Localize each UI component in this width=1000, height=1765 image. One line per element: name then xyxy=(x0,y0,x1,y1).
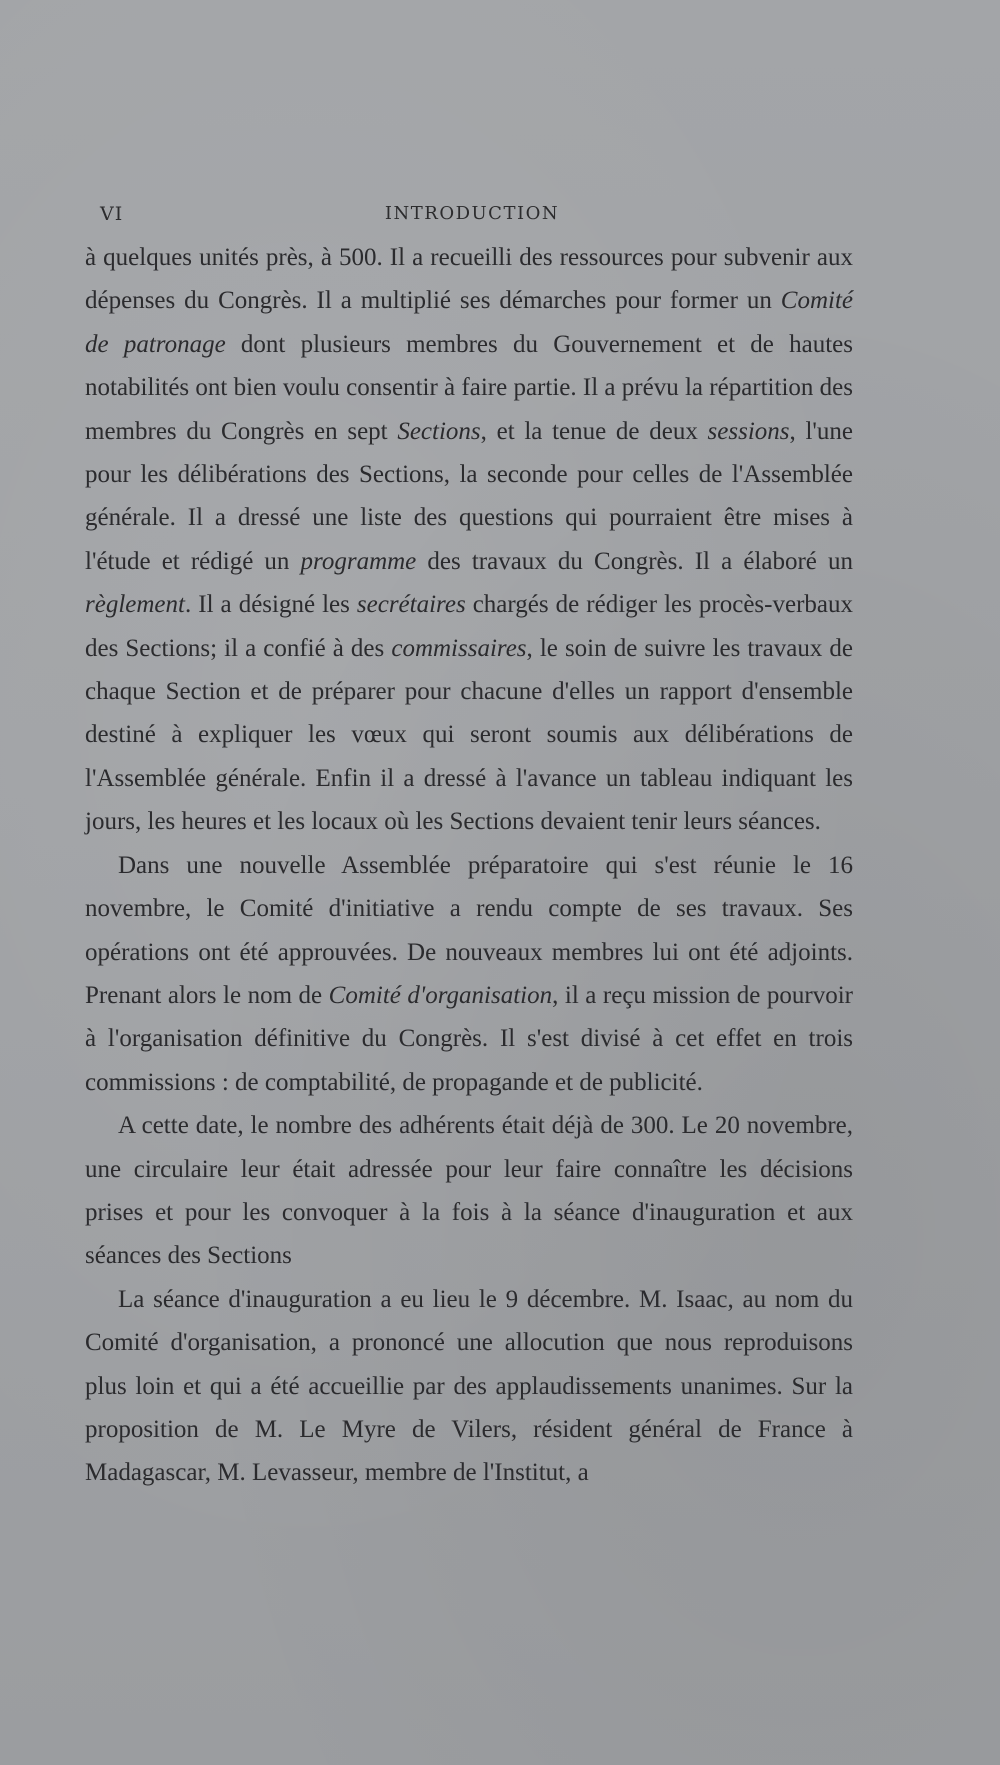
paragraph xyxy=(85,236,853,844)
paragraph xyxy=(85,1278,853,1495)
text-run: dont plusieurs membres du Gouvernement et de hautes notabilités ont bien voulu consentir à faire partie. Il a prévu la répartition des membres du Congrès en sept xyxy=(85,330,853,445)
text-run: , et la tenue de deux xyxy=(480,417,708,445)
italic-run: secrétaires xyxy=(356,591,466,619)
italic-run: Comité de patronage xyxy=(85,287,853,358)
text-run: , le soin de suivre les travaux de chaque Section et de préparer pour chacune d'elles un rapport d'ensemble destiné à expliquer les vœux qui seront soumis aux délibérations de l'Assemblée générale. Enfin il a dressé à l'avance un tableau indiquant les jours, les heures et les locaux où les Sections devaient tenir leurs séances. xyxy=(85,634,853,836)
italic-run: sessions xyxy=(707,417,790,445)
text-run: , il a reçu mission de pourvoir à l'organisation définitive du Congrès. Il s'est divisé à cet effet en trois commissions : de comptabilité, de propagande et de publicité. xyxy=(85,981,853,1096)
italic-run: Comité d'organisation xyxy=(328,981,553,1009)
page-header xyxy=(100,203,844,227)
text-run: à quelques unités près, à 500. Il a recueilli des ressources pour subvenir aux dépenses du Congrès. Il a multiplié ses démarches pour former un xyxy=(85,244,853,315)
italic-run: programme xyxy=(300,547,417,575)
text-run: des travaux du Congrès. Il a élaboré un xyxy=(416,547,853,575)
text-run: chargés de rédiger les procès-verbaux des Sections; il a confié à des xyxy=(85,591,853,662)
paragraph xyxy=(85,844,853,1104)
running-head: INTRODUCTION xyxy=(384,203,560,224)
page-number: VI xyxy=(100,203,124,225)
text-body xyxy=(85,236,853,1495)
text-run: . Il a désigné les xyxy=(184,591,357,619)
paragraph xyxy=(85,1104,853,1278)
text-run: A cette date, le nombre des adhérents était déjà de 300. Le 20 novembre, une circulaire leur était adressée pour leur faire connaître les décisions prises et pour les convoquer à la fois à la séance d'inauguration et aux séances des Sections xyxy=(85,1112,853,1270)
italic-run: commissaires xyxy=(391,634,527,662)
italic-run: Sections xyxy=(397,417,481,445)
text-run: Dans une nouvelle Assemblée préparatoire qui s'est réunie le 16 novembre, le Comité d'initiative a rendu compte de ses travaux. Ses opérations ont été approuvées. De nouveaux membres lui ont été adjoints. Prenant alors le nom de xyxy=(85,851,853,1009)
text-run: , l'une pour les délibérations des Sections, la seconde pour celles de l'Assemblée générale. Il a dressé une liste des questions qui pourraient être mises à l'étude et rédigé un xyxy=(85,417,853,575)
italic-run: règlement xyxy=(85,591,185,619)
text-run: La séance d'inauguration a eu lieu le 9 décembre. M. Isaac, au nom du Comité d'organisation, a prononcé une allocution que nous reproduisons plus loin et qui a été accueillie par des applaudissements unanimes. Sur la proposition de M. Le Myre de Vilers, résident général de France à Madagascar, M. Levasseur, membre de l'Institut, a xyxy=(85,1285,853,1487)
